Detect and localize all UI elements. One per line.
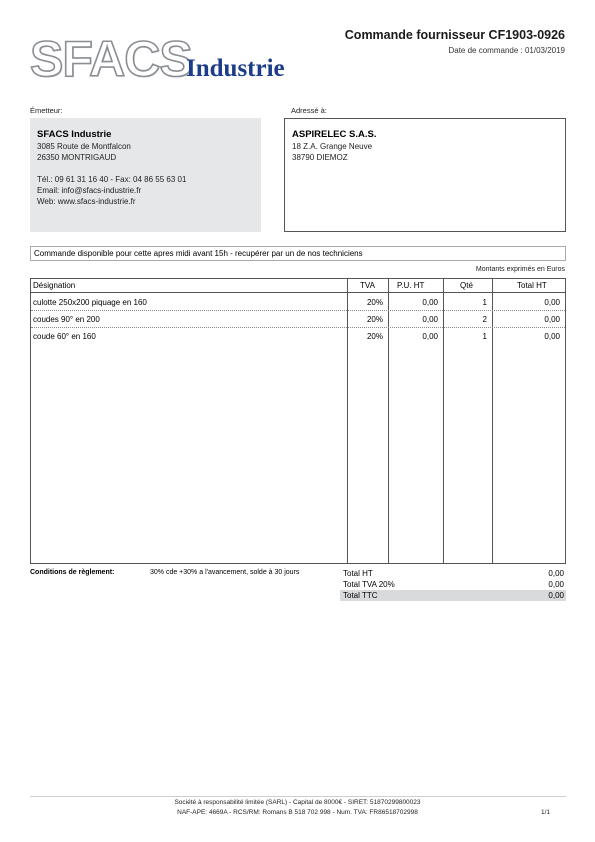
table-row — [31, 294, 565, 311]
sender-phone: Tél.: 09 61 31 16 40 - Fax: 04 86 55 63 01 — [37, 175, 187, 184]
header-designation: Désignation — [33, 281, 76, 290]
cell-quantity: 1 — [482, 298, 487, 307]
sender-name: SFACS Industrie — [37, 129, 112, 140]
cell-total: 0,00 — [544, 332, 560, 341]
cell-quantity: 2 — [482, 315, 487, 324]
sender-label: Émetteur: — [30, 106, 63, 115]
total-ht-value: 0,00 — [548, 569, 564, 578]
header-unit-price: P.U. HT — [397, 281, 425, 290]
total-ttc-value: 0,00 — [548, 591, 564, 600]
total-ttc-row — [340, 590, 566, 601]
cell-total: 0,00 — [544, 298, 560, 307]
cell-tva: 20% — [366, 315, 383, 324]
total-ttc-label: Total TTC — [343, 591, 378, 600]
order-notice: Commande disponible pour cette apres midi avant 15h - recupérer par un de nos techniciens — [30, 246, 566, 261]
recipient-label: Adressé à: — [291, 106, 327, 115]
cell-unit-price: 0,00 — [422, 315, 438, 324]
recipient-address-line1: 18 Z.A. Grange Neuve — [292, 142, 373, 151]
footer-divider — [30, 796, 566, 797]
order-lines-table — [30, 278, 566, 564]
sender-email: Email: info@sfacs-industrie.fr — [37, 186, 142, 195]
total-tva-value: 0,00 — [548, 580, 564, 589]
payment-conditions-value: 30% cde +30% a l'avancement, solde à 30 jours — [150, 569, 300, 576]
recipient-block — [284, 118, 566, 232]
sender-address-line1: 3085 Route de Montfalcon — [37, 142, 131, 151]
table-row — [31, 328, 565, 345]
table-header — [31, 279, 565, 293]
sender-website: Web: www.sfacs-industrie.fr — [37, 197, 136, 206]
cell-designation: coude 60° en 160 — [33, 332, 96, 341]
total-tva-label: Total TVA 20% — [343, 580, 395, 589]
table-row — [31, 311, 565, 328]
logo-word: Industrie — [186, 55, 285, 82]
cell-designation: coudes 90° en 200 — [33, 315, 100, 324]
company-logo — [30, 31, 320, 87]
cell-designation: culotte 250x200 piquage en 160 — [33, 298, 147, 307]
header-quantity: Qté — [460, 281, 473, 290]
cell-total: 0,00 — [544, 315, 560, 324]
footer-legal-line2: NAF-APE: 4669A - RCS/RM: Romans B 518 702 998 - Num. TVA: FR86518702998 — [177, 809, 418, 816]
recipient-name: ASPIRELEC S.A.S. — [292, 129, 377, 140]
logo-mark: SFACS — [30, 31, 192, 87]
cell-tva: 20% — [366, 332, 383, 341]
page-number: 1/1 — [540, 809, 550, 816]
total-tva-row — [340, 579, 566, 590]
document-title: Commande fournisseur CF1903-0926 — [344, 28, 565, 42]
sender-address-line2: 26350 MONTRIGAUD — [37, 153, 117, 162]
cell-unit-price: 0,00 — [422, 332, 438, 341]
cell-quantity: 1 — [482, 332, 487, 341]
recipient-address-line2: 38790 DIEMOZ — [292, 153, 348, 162]
cell-unit-price: 0,00 — [422, 298, 438, 307]
cell-tva: 20% — [366, 298, 383, 307]
header-tva: TVA — [360, 281, 375, 290]
total-ht-row — [340, 568, 566, 579]
sender-block — [30, 118, 261, 232]
order-date: Date de commande : 01/03/2019 — [448, 46, 565, 55]
footer-legal-line1: Société à responsabilité limitée (SARL) - Capital de 8000€ - SIRET: 51870299800023 — [174, 799, 421, 806]
header-total: Total HT — [517, 281, 547, 290]
total-ht-label: Total HT — [343, 569, 373, 578]
currency-note: Montants exprimés en Euros — [475, 266, 565, 273]
payment-conditions-label: Conditions de règlement: — [30, 569, 115, 576]
